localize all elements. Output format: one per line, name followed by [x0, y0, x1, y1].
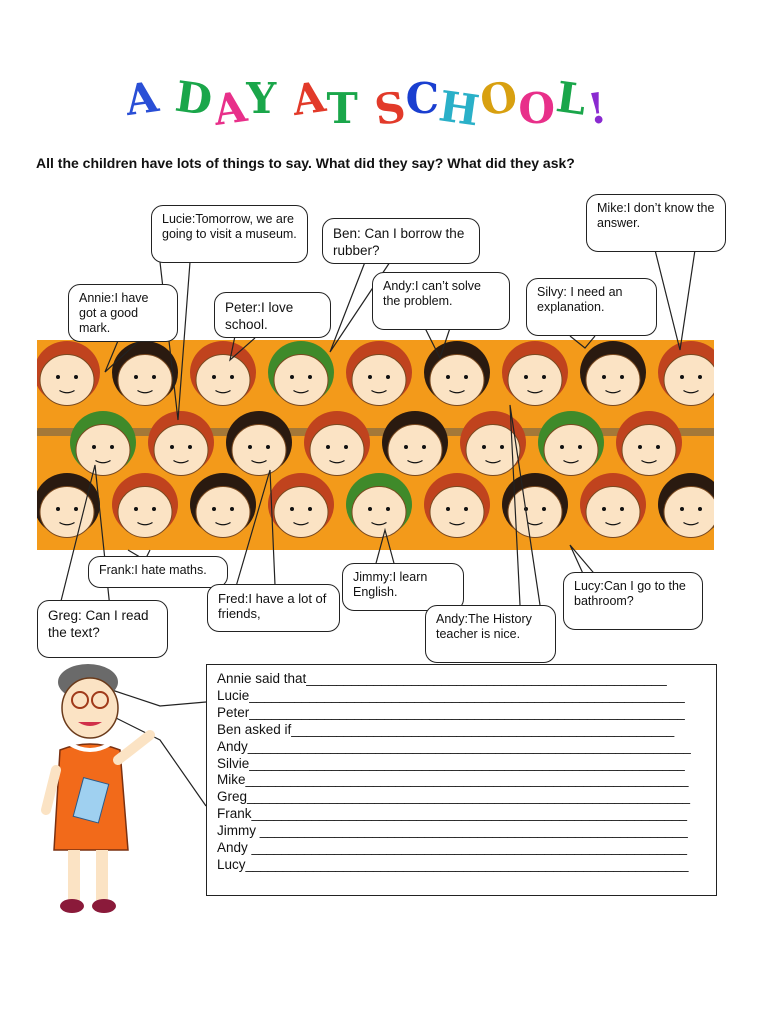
answer-line[interactable]: Silvie__________________________________________________________: [217, 755, 685, 771]
bubble-lucie: Lucie:Tomorrow, we are going to visit a museum.: [151, 205, 308, 263]
bubble-fred: Fred:I have a lot of friends,: [207, 584, 340, 632]
bubble-annie: Annie:I have got a good mark.: [68, 284, 178, 342]
teacher-illustration: [40, 660, 160, 920]
bubble-lucy: Lucy:Can I go to the bathroom?: [563, 572, 703, 630]
answer-line[interactable]: Lucy___________________________________________________________: [217, 856, 689, 872]
title-letter: A: [210, 81, 251, 136]
title-letter: O: [477, 71, 522, 126]
title-letter: S: [371, 81, 410, 135]
bubble-andy-2: Andy:The History teacher is nice.: [425, 605, 556, 663]
answer-line[interactable]: Ben asked if___________________________________________________: [217, 721, 675, 737]
answer-line[interactable]: Andy __________________________________________________________: [217, 840, 687, 856]
answer-line[interactable]: Frank__________________________________________________________: [217, 806, 687, 822]
title-letter: D: [172, 71, 217, 126]
title-letter: L: [553, 72, 591, 125]
title-letter: A: [289, 71, 330, 126]
answer-line[interactable]: Andy___________________________________________________________: [217, 738, 691, 754]
title-letter: T: [326, 84, 359, 133]
answer-line[interactable]: Mike___________________________________________________________: [217, 772, 689, 788]
bubble-andy-1: Andy:I can’t solve the problem.: [372, 272, 510, 330]
answer-line[interactable]: Jimmy _________________________________________________________: [217, 823, 688, 839]
instructions: All the children have lots of things to say. What did they say? What did they ask?: [36, 155, 575, 171]
bubble-ben: Ben: Can I borrow the rubber?: [322, 218, 480, 264]
answer-line[interactable]: Peter__________________________________________________________: [217, 704, 685, 720]
children-crowd-illustration: [37, 340, 714, 550]
title-letter: !: [584, 82, 611, 135]
worksheet-title: [122, 71, 611, 148]
bubble-mike: Mike:I don’t know the answer.: [586, 194, 726, 252]
bubble-peter: Peter:I love school.: [214, 292, 331, 338]
title-letter: O: [518, 84, 556, 133]
bubble-greg: Greg: Can I read the text?: [37, 600, 168, 658]
bubble-silvy: Silvy: I need an explanation.: [526, 278, 657, 336]
title-letter: Y: [246, 74, 278, 123]
bubble-jimmy: Jimmy:I learn English.: [342, 563, 464, 611]
bubble-frank: Frank:I hate maths.: [88, 556, 228, 588]
answer-line[interactable]: Annie said that________________________________________________: [217, 671, 667, 686]
answer-line[interactable]: Greg___________________________________________________________: [217, 789, 690, 805]
title-letter: C: [405, 74, 441, 123]
title-letter: H: [436, 81, 484, 136]
answer-box: [206, 664, 717, 896]
answer-line[interactable]: Lucie__________________________________________________________: [217, 687, 685, 703]
title-letter: A: [122, 71, 163, 126]
